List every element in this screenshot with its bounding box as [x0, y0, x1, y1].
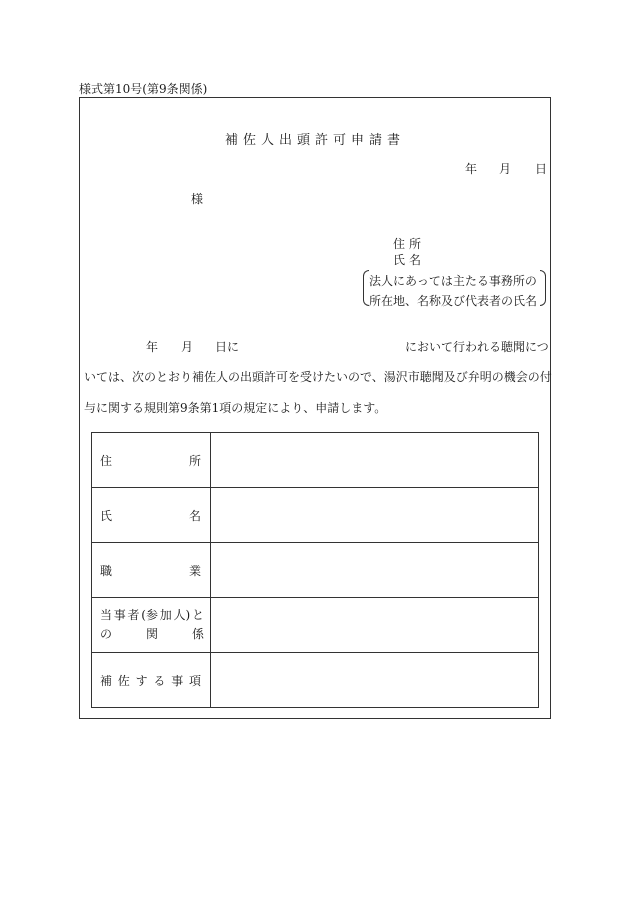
- table-label-char: す: [135, 673, 148, 688]
- table-label-char: 事: [171, 673, 184, 688]
- table-label-char: 項: [188, 673, 201, 688]
- address-label-cell: [92, 433, 211, 488]
- address-value-cell[interactable]: [211, 433, 539, 488]
- table-row: [92, 488, 539, 543]
- relation-label-cell: [92, 598, 211, 653]
- table-label-char: 業: [188, 563, 201, 578]
- applicant-note-line1: 法人にあっては主たる事務所の: [369, 274, 537, 288]
- table-row: [92, 598, 539, 653]
- applicant-name-label: 氏名: [393, 253, 426, 267]
- occupation-value-cell[interactable]: [211, 543, 539, 598]
- table-label-char: 佐: [117, 673, 130, 688]
- body-line1-end: において行われる聴聞につ: [405, 340, 549, 354]
- table-label-char: 氏: [100, 508, 113, 523]
- body-month-label: 月: [181, 340, 194, 354]
- table-label-char: 加: [159, 608, 172, 622]
- body-year-label: 年: [146, 340, 159, 354]
- body-line2: いては、次のとおり補佐人の出頭許可を受けたいので、湯沢市聴聞及び弁明の機会の付: [84, 370, 552, 384]
- table-label-char: る: [153, 673, 166, 688]
- date-day-label: 日: [535, 162, 548, 176]
- table-row: [92, 653, 539, 708]
- body-line3: 与に関する規則第9条第1項の規定により、申請します。: [84, 401, 387, 415]
- table-label-char: 名: [188, 508, 201, 523]
- table-label-char: (参: [141, 608, 158, 622]
- table-label-char: 所: [188, 453, 201, 468]
- table-label-char: 者: [127, 608, 140, 622]
- table-row: [92, 433, 539, 488]
- date-month-label: 月: [499, 162, 512, 176]
- matters-label-cell: [92, 653, 211, 708]
- table-label-char: 当: [100, 608, 113, 622]
- date-year-label: 年: [465, 162, 478, 176]
- table-label-char: 補: [100, 673, 113, 688]
- table-label-char: 事: [113, 608, 126, 622]
- application-table: [91, 432, 539, 708]
- name-label-cell: [92, 488, 211, 543]
- table-label-char: 関: [145, 627, 158, 641]
- applicant-address-label: 住所: [393, 237, 426, 251]
- relation-value-cell[interactable]: [211, 598, 539, 653]
- name-value-cell[interactable]: [211, 488, 539, 543]
- occupation-label-cell: [92, 543, 211, 598]
- table-label-char: と: [191, 608, 204, 622]
- form-number: 様式第10号(第9条関係): [79, 82, 208, 96]
- table-label-char: 職: [100, 563, 113, 578]
- matters-value-cell[interactable]: [211, 653, 539, 708]
- table-label-char: 人): [173, 608, 191, 622]
- table-label-char: 住: [100, 453, 113, 468]
- applicant-note-line2: 所在地、名称及び代表者の氏名: [369, 294, 538, 308]
- addressee-suffix: 様: [191, 192, 204, 206]
- table-label-char: の: [100, 627, 113, 641]
- table-label-char: 係: [191, 627, 204, 641]
- page-title: 補佐人出頭許可申請書: [224, 133, 405, 148]
- table-row: [92, 543, 539, 598]
- body-day-label: 日に: [215, 340, 240, 354]
